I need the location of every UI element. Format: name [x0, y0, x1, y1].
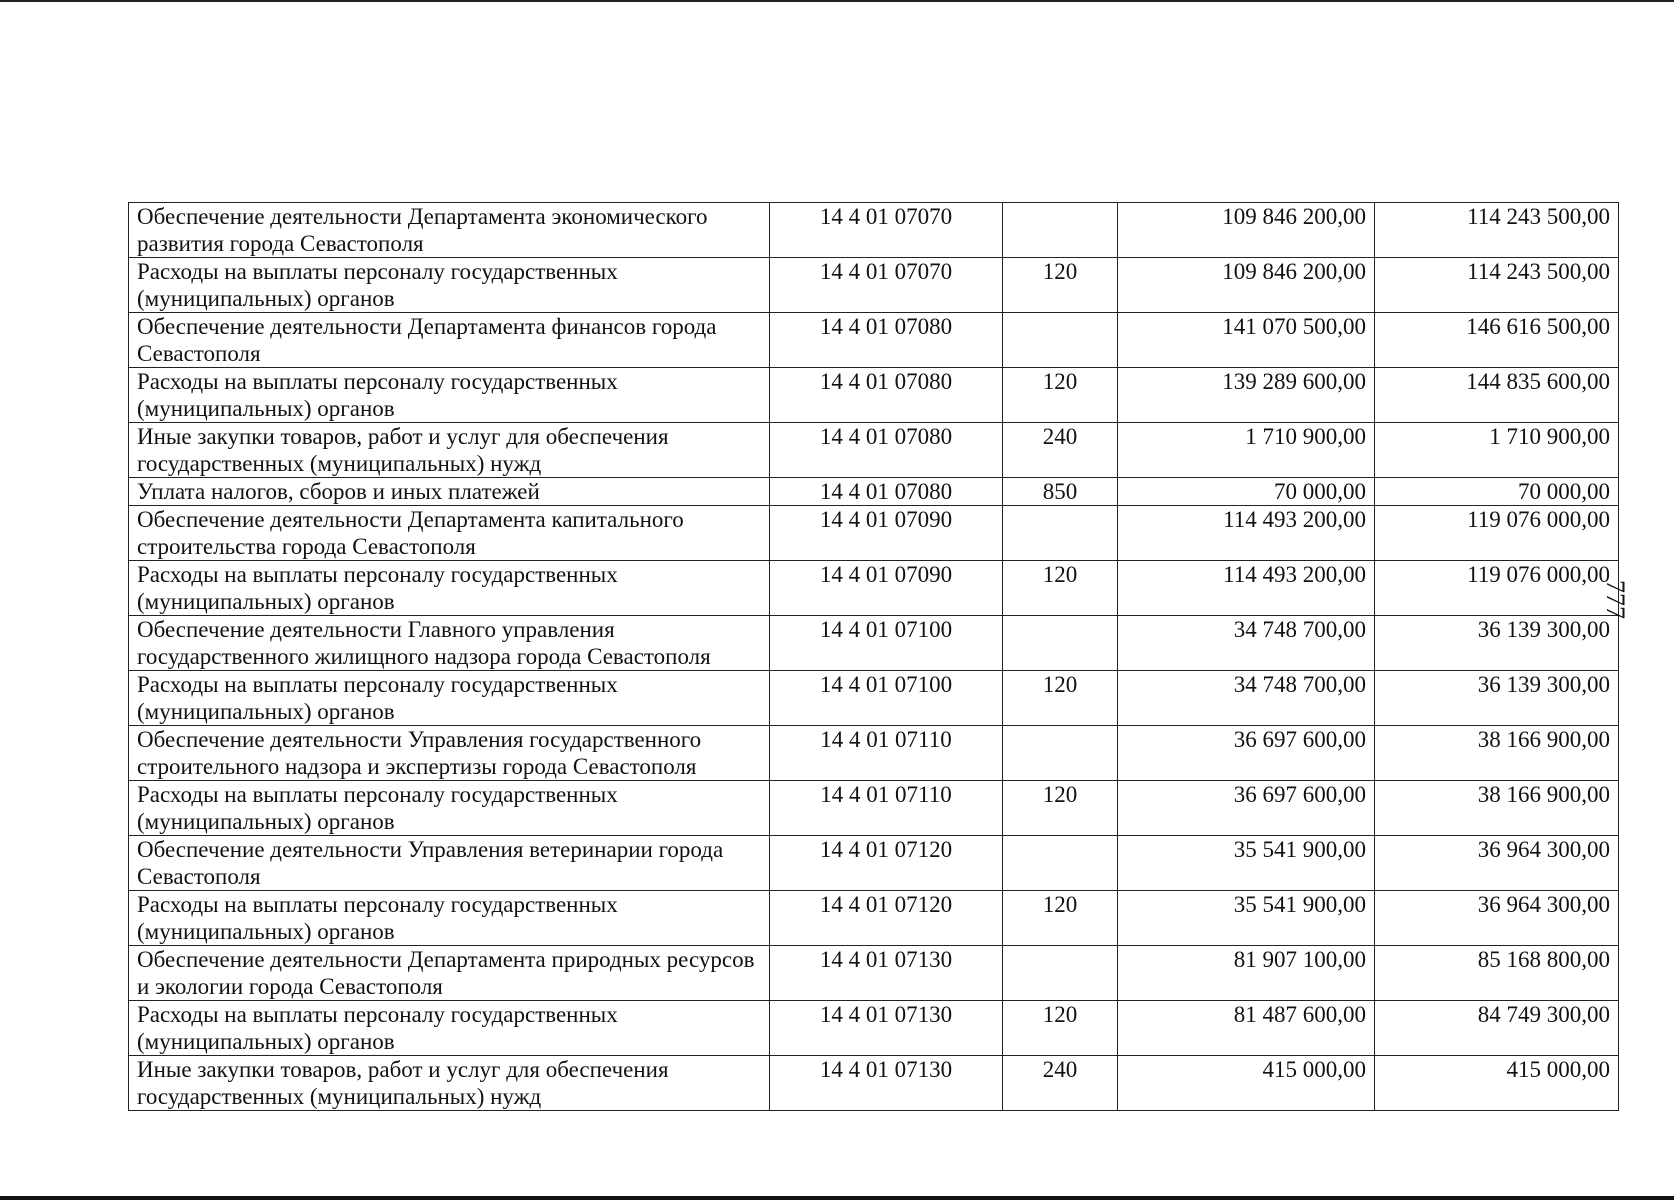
table-row — [129, 313, 1619, 368]
row-sum-2: 36 139 300,00 — [1375, 671, 1619, 726]
row-expense-type — [1003, 313, 1118, 368]
row-name: Обеспечение деятельности Департамента капитального строительства города Севастополя — [129, 506, 770, 561]
row-sum-2: 119 076 000,00 — [1375, 506, 1619, 561]
scan-edge-bottom — [0, 1196, 1674, 1200]
row-code: 14 4 01 07080 — [770, 423, 1003, 478]
row-name: Обеспечение деятельности Департамента природных ресурсов и экологии города Севастополя — [129, 946, 770, 1001]
row-expense-type: 240 — [1003, 423, 1118, 478]
row-sum-1: 35 541 900,00 — [1118, 836, 1375, 891]
row-name: Иные закупки товаров, работ и услуг для обеспечения государственных (муниципальных) нужд — [129, 1056, 770, 1111]
row-sum-2: 114 243 500,00 — [1375, 203, 1619, 258]
row-sum-1: 139 289 600,00 — [1118, 368, 1375, 423]
row-expense-type: 120 — [1003, 781, 1118, 836]
row-name: Уплата налогов, сборов и иных платежей — [129, 478, 770, 506]
row-name: Обеспечение деятельности Управления ветеринарии города Севастополя — [129, 836, 770, 891]
row-sum-2: 36 964 300,00 — [1375, 836, 1619, 891]
row-name: Расходы на выплаты персоналу государственных (муниципальных) органов — [129, 258, 770, 313]
row-expense-type: 120 — [1003, 891, 1118, 946]
row-name: Расходы на выплаты персоналу государственных (муниципальных) органов — [129, 1001, 770, 1056]
row-sum-2: 415 000,00 — [1375, 1056, 1619, 1111]
table-row — [129, 836, 1619, 891]
row-name: Обеспечение деятельности Департамента финансов города Севастополя — [129, 313, 770, 368]
row-name: Обеспечение деятельности Департамента экономического развития города Севастополя — [129, 203, 770, 258]
row-code: 14 4 01 07120 — [770, 891, 1003, 946]
budget-table — [128, 202, 1619, 1111]
table-row — [129, 671, 1619, 726]
table-row — [129, 258, 1619, 313]
scan-edge-top — [0, 0, 1674, 2]
table-row — [129, 891, 1619, 946]
row-expense-type: 120 — [1003, 671, 1118, 726]
row-name: Обеспечение деятельности Управления государственного строительного надзора и экспертизы города Севастополя — [129, 726, 770, 781]
row-sum-2: 119 076 000,00 — [1375, 561, 1619, 616]
row-name: Расходы на выплаты персоналу государственных (муниципальных) органов — [129, 561, 770, 616]
row-sum-1: 34 748 700,00 — [1118, 671, 1375, 726]
row-name: Обеспечение деятельности Главного управления государственного жилищного надзора города Севастополя — [129, 616, 770, 671]
row-sum-1: 36 697 600,00 — [1118, 726, 1375, 781]
table-row — [129, 561, 1619, 616]
row-sum-1: 109 846 200,00 — [1118, 203, 1375, 258]
table-row — [129, 726, 1619, 781]
table-row — [129, 203, 1619, 258]
row-code: 14 4 01 07090 — [770, 506, 1003, 561]
row-code: 14 4 01 07080 — [770, 313, 1003, 368]
row-code: 14 4 01 07130 — [770, 1001, 1003, 1056]
row-expense-type: 120 — [1003, 258, 1118, 313]
row-expense-type: 850 — [1003, 478, 1118, 506]
row-sum-1: 1 710 900,00 — [1118, 423, 1375, 478]
row-sum-2: 70 000,00 — [1375, 478, 1619, 506]
row-name: Расходы на выплаты персоналу государственных (муниципальных) органов — [129, 891, 770, 946]
row-code: 14 4 01 07080 — [770, 478, 1003, 506]
row-sum-1: 35 541 900,00 — [1118, 891, 1375, 946]
table-row — [129, 946, 1619, 1001]
row-name: Расходы на выплаты персоналу государственных (муниципальных) органов — [129, 368, 770, 423]
row-sum-1: 109 846 200,00 — [1118, 258, 1375, 313]
row-expense-type: 120 — [1003, 1001, 1118, 1056]
row-sum-1: 81 487 600,00 — [1118, 1001, 1375, 1056]
row-expense-type — [1003, 616, 1118, 671]
row-name: Иные закупки товаров, работ и услуг для обеспечения государственных (муниципальных) нужд — [129, 423, 770, 478]
row-sum-2: 84 749 300,00 — [1375, 1001, 1619, 1056]
row-sum-2: 38 166 900,00 — [1375, 726, 1619, 781]
row-expense-type — [1003, 506, 1118, 561]
row-code: 14 4 01 07130 — [770, 1056, 1003, 1111]
table-row — [129, 781, 1619, 836]
row-code: 14 4 01 07080 — [770, 368, 1003, 423]
row-code: 14 4 01 07130 — [770, 946, 1003, 1001]
row-sum-2: 36 139 300,00 — [1375, 616, 1619, 671]
table-row — [129, 368, 1619, 423]
row-expense-type — [1003, 836, 1118, 891]
table-row — [129, 506, 1619, 561]
row-sum-2: 38 166 900,00 — [1375, 781, 1619, 836]
row-sum-1: 34 748 700,00 — [1118, 616, 1375, 671]
row-sum-1: 141 070 500,00 — [1118, 313, 1375, 368]
row-expense-type: 240 — [1003, 1056, 1118, 1111]
table-row — [129, 423, 1619, 478]
row-expense-type: 120 — [1003, 368, 1118, 423]
row-sum-1: 36 697 600,00 — [1118, 781, 1375, 836]
row-code: 14 4 01 07110 — [770, 726, 1003, 781]
row-expense-type — [1003, 946, 1118, 1001]
row-expense-type — [1003, 726, 1118, 781]
table-row — [129, 616, 1619, 671]
row-code: 14 4 01 07110 — [770, 781, 1003, 836]
row-sum-1: 81 907 100,00 — [1118, 946, 1375, 1001]
row-code: 14 4 01 07070 — [770, 258, 1003, 313]
row-sum-2: 1 710 900,00 — [1375, 423, 1619, 478]
row-code: 14 4 01 07090 — [770, 561, 1003, 616]
row-sum-2: 146 616 500,00 — [1375, 313, 1619, 368]
row-code: 14 4 01 07100 — [770, 616, 1003, 671]
row-sum-2: 144 835 600,00 — [1375, 368, 1619, 423]
row-name: Расходы на выплаты персоналу государственных (муниципальных) органов — [129, 671, 770, 726]
row-sum-1: 114 493 200,00 — [1118, 561, 1375, 616]
row-expense-type — [1003, 203, 1118, 258]
row-code: 14 4 01 07070 — [770, 203, 1003, 258]
table-row — [129, 1001, 1619, 1056]
row-expense-type: 120 — [1003, 561, 1118, 616]
row-code: 14 4 01 07120 — [770, 836, 1003, 891]
row-sum-2: 36 964 300,00 — [1375, 891, 1619, 946]
table-row — [129, 1056, 1619, 1111]
row-sum-1: 114 493 200,00 — [1118, 506, 1375, 561]
row-sum-2: 85 168 800,00 — [1375, 946, 1619, 1001]
table-row — [129, 478, 1619, 506]
row-code: 14 4 01 07100 — [770, 671, 1003, 726]
row-sum-1: 70 000,00 — [1118, 478, 1375, 506]
page-number: 777 — [1601, 580, 1630, 619]
row-sum-1: 415 000,00 — [1118, 1056, 1375, 1111]
row-sum-2: 114 243 500,00 — [1375, 258, 1619, 313]
row-name: Расходы на выплаты персоналу государственных (муниципальных) органов — [129, 781, 770, 836]
